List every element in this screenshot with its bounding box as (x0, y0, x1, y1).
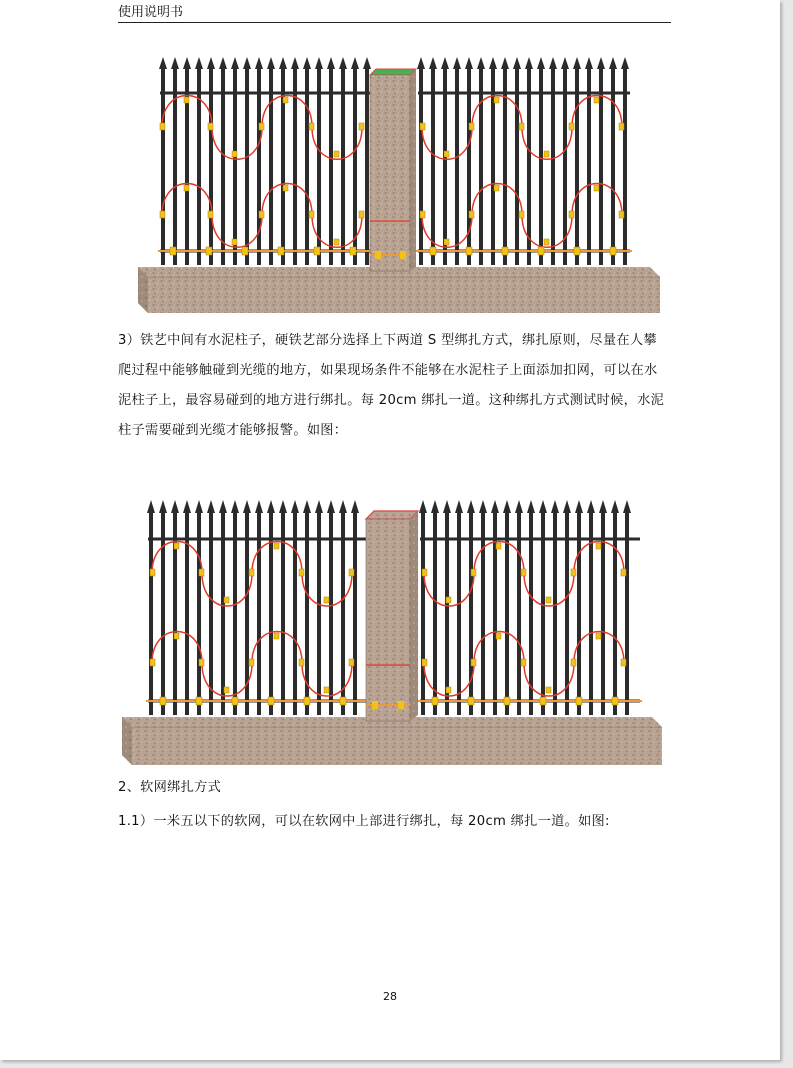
header-title: 使用说明书 (118, 5, 184, 20)
paragraph-line: 柱子需要碰到光缆才能够报警。如图： (118, 423, 348, 438)
fence-illustration-1 (120, 55, 670, 317)
paragraph-line: 泥柱子上，最容易碰到的地方进行绑扎。每 20cm 绑扎一道。这种绑扎方式测试时候，水泥 (118, 393, 665, 408)
page-header (118, 3, 671, 23)
section-heading: 2、软网绑扎方式 (118, 780, 222, 795)
paragraph-line: 爬过程中能够触碰到光缆的地方，如果现场条件不能够在水泥柱子上面添加扣网，可以在水 (118, 363, 658, 378)
concrete-pillar (370, 69, 416, 271)
concrete-base (138, 267, 660, 313)
section-2-heading-block (118, 773, 674, 803)
fence-figure-1 (120, 55, 670, 317)
right-fence-panel (416, 57, 632, 265)
section-2-item-block (118, 807, 674, 837)
left-fence-panel (146, 500, 370, 715)
left-fence-panel (158, 57, 374, 265)
fence-figure-2 (120, 497, 670, 769)
fence-illustration-2 (120, 497, 670, 769)
right-fence-panel (418, 500, 642, 715)
concrete-base (122, 717, 662, 765)
section-item: 1.1）一米五以下的软网，可以在软网中上部进行绑扎，每 20cm 绑扎一道。如图: (118, 814, 610, 829)
paragraph-line: 3）铁艺中间有水泥柱子，硬铁艺部分选择上下两道 S 型绑扎方式，绑扎原则，尽量在人攀 (118, 333, 657, 348)
concrete-pillar (366, 511, 418, 721)
section-3-paragraph (118, 326, 674, 446)
page-number: 28 (383, 990, 397, 1003)
